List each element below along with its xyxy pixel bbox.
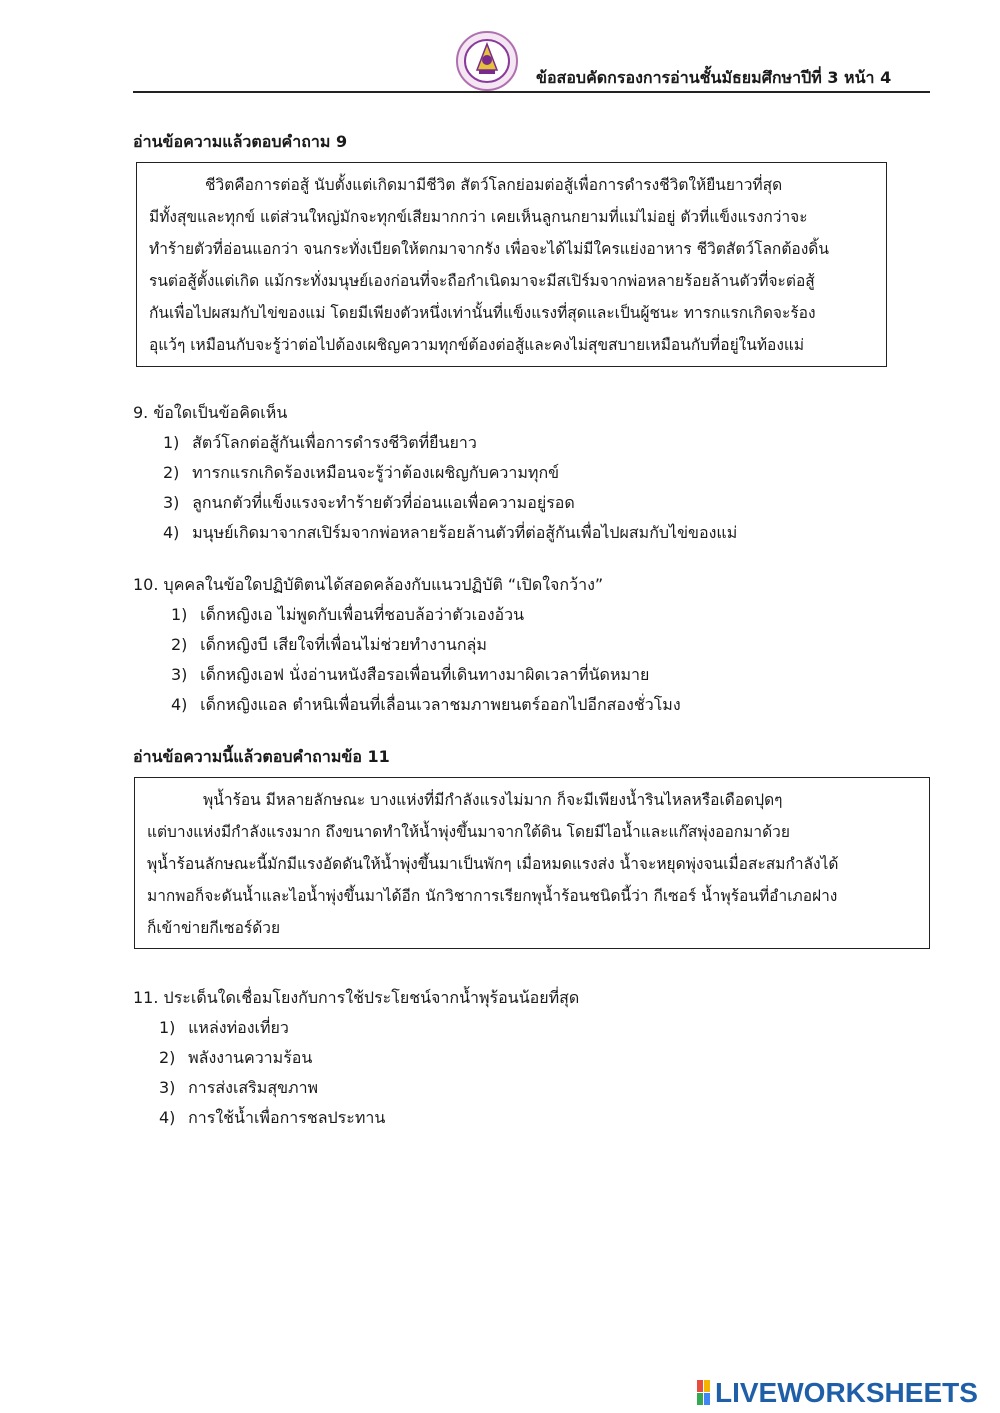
- question-9: [133, 398, 737, 548]
- question-10: [133, 570, 681, 720]
- passage-line: อุแว้ๆ เหมือนกับจะรู้ว่าต่อไปต้องเผชิญความทุกข์ต้องต่อสู้และคงไม่สุขสบายเหมือนกับที่อยู่ในท้องแม่: [149, 336, 805, 354]
- school-logo: [455, 30, 519, 92]
- question-11-choice-3[interactable]: 3) การส่งเสริมสุขภาพ: [159, 1078, 319, 1097]
- liveworksheets-watermark: [697, 1378, 978, 1408]
- section-2-title: อ่านข้อความนี้แล้วตอบคำถามข้อ 11: [133, 747, 390, 766]
- question-11-choice-1[interactable]: 1) แหล่งท่องเที่ยว: [159, 1018, 289, 1037]
- passage-line: พุน้ำร้อน มีหลายลักษณะ บางแห่งที่มีกำลังแรงไม่มาก ก็จะมีเพียงน้ำรินไหลหรือเดือดปุดๆ: [203, 791, 783, 809]
- passage-2-box: [134, 777, 930, 949]
- question-10-choice-1[interactable]: 1) เด็กหญิงเอ ไม่พูดกับเพื่อนที่ชอบล้อว่าตัวเองอ้วน: [171, 605, 525, 624]
- passage-line: ทำร้ายตัวที่อ่อนแอกว่า จนกระทั่งเบียดให้ตกมาจากรัง เพื่อจะได้ไม่มีใครแย่งอาหาร ชีวิตสัตว์โลกต้องดิ้น: [149, 240, 829, 258]
- question-11-choice-2[interactable]: 2) พลังงานความร้อน: [159, 1048, 313, 1067]
- passage-line: ชีวิตคือการต่อสู้ นับตั้งแต่เกิดมามีชีวิต สัตว์โลกย่อมต่อสู้เพื่อการดำรงชีวิตให้ยืนยาวที่สุด: [205, 176, 783, 194]
- question-9-choice-3[interactable]: 3) ลูกนกตัวที่แข็งแรงจะทำร้ายตัวที่อ่อนแอเพื่อความอยู่รอด: [163, 493, 575, 512]
- watermark-text: LIVEWORKSHEETS: [715, 1377, 978, 1408]
- passage-line: มากพอก็จะดันน้ำและไอน้ำพุ่งขึ้นมาได้อีก นักวิชาการเรียกพุน้ำร้อนชนิดนี้ว่า กีเซอร์ น้ำพุร้อนที่อำเภอฝาง: [147, 887, 838, 905]
- page-header-title: ข้อสอบคัดกรองการอ่านชั้นมัธยมศึกษาปีที่ 3 หน้า 4: [536, 68, 892, 87]
- question-11: [133, 983, 579, 1133]
- passage-line: รนต่อสู้ตั้งแต่เกิด แม้กระทั่งมนุษย์เองก่อนที่จะถือกำเนิดมาจะมีสเปิร์มจากพ่อหลายร้อยล้านตัวที่จะต่อสู้: [149, 272, 815, 290]
- question-11-choice-4[interactable]: 4) การใช้น้ำเพื่อการชลประทาน: [159, 1108, 386, 1127]
- passage-line: มีทั้งสุขและทุกข์ แต่ส่วนใหญ่มักจะทุกข์เสียมากกว่า เคยเห็นลูกนกยามที่แม่ไม่อยู่ ตัวที่แข็งแรงกว่าจะ: [149, 208, 808, 226]
- question-9-choice-4[interactable]: 4) มนุษย์เกิดมาจากสเปิร์มจากพ่อหลายร้อยล้านตัวที่ต่อสู้กันเพื่อไปผสมกับไข่ของแม่: [163, 523, 738, 542]
- passage-line: พุน้ำร้อนลักษณะนี้มักมีแรงอัดดันให้น้ำพุ่งขึ้นมาเป็นพักๆ เมื่อหมดแรงส่ง น้ำจะหยุดพุ่งจนเมื่อสะสมกำลังได้: [147, 855, 839, 873]
- question-10-choice-2[interactable]: 2) เด็กหญิงบี เสียใจที่เพื่อนไม่ช่วยทำงานกลุ่ม: [171, 635, 487, 654]
- passage-line: กันเพื่อไปผสมกับไข่ของแม่ โดยมีเพียงตัวหนึ่งเท่านั้นที่แข็งแรงที่สุดและเป็นผู้ชนะ ทารกแรกเกิดจะร้อง: [149, 304, 816, 322]
- question-10-stem: 10. บุคคลในข้อใดปฏิบัติตนได้สอดคล้องกับแนวปฏิบัติ “เปิดใจกว้าง”: [133, 575, 604, 594]
- liveworksheets-logo-icon: [697, 1380, 711, 1406]
- question-10-choice-3[interactable]: 3) เด็กหญิงเอฟ นั่งอ่านหนังสือรอเพื่อนที่เดินทางมาผิดเวลาที่นัดหมาย: [171, 665, 650, 684]
- question-9-choice-2[interactable]: 2) ทารกแรกเกิดร้องเหมือนจะรู้ว่าต้องเผชิญกับความทุกข์: [163, 463, 560, 482]
- header-divider: [133, 91, 930, 93]
- passage-line: ก็เข้าข่ายกีเซอร์ด้วย: [147, 919, 281, 937]
- passage-line: แต่บางแห่งมีกำลังแรงมาก ถึงขนาดทำให้น้ำพุ่งขึ้นมาจากใต้ดิน โดยมีไอน้ำและแก๊สพุ่งออกมาด้วย: [147, 823, 790, 841]
- passage-1-box: [136, 162, 887, 367]
- question-9-choice-1[interactable]: 1) สัตว์โลกต่อสู้กันเพื่อการดำรงชีวิตที่ยืนยาว: [163, 433, 477, 452]
- question-9-stem: 9. ข้อใดเป็นข้อคิดเห็น: [133, 403, 288, 422]
- question-10-choice-4[interactable]: 4) เด็กหญิงแอล ตำหนิเพื่อนที่เลื่อนเวลาชมภาพยนตร์ออกไปอีกสองชั่วโมง: [171, 695, 681, 714]
- section-1-title: อ่านข้อความแล้วตอบคำถาม 9: [133, 132, 348, 151]
- question-11-stem: 11. ประเด็นใดเชื่อมโยงกับการใช้ประโยชน์จากน้ำพุร้อนน้อยที่สุด: [133, 988, 580, 1007]
